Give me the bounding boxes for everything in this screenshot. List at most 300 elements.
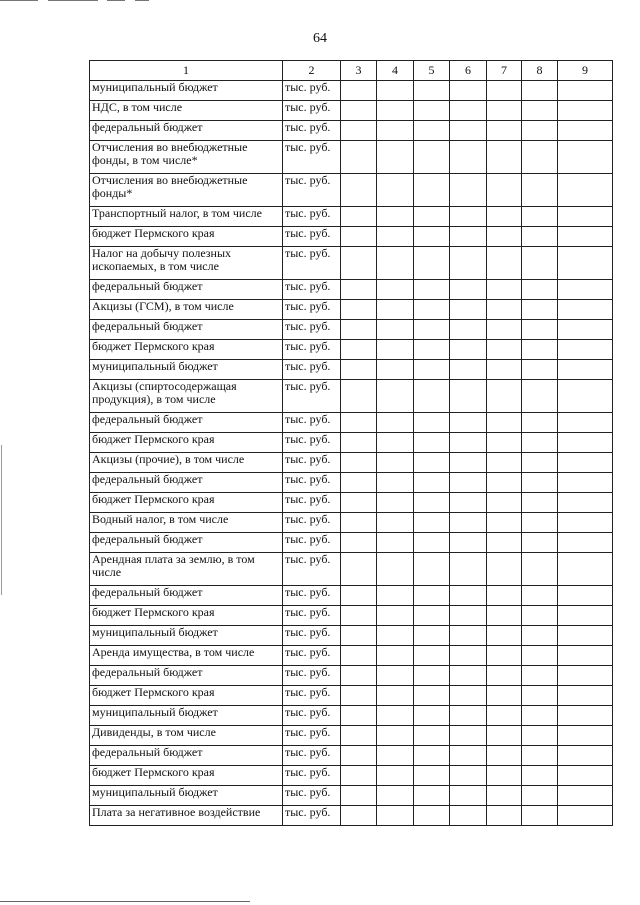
row-label: бюджет Пермского края: [90, 493, 283, 513]
empty-cell: [450, 806, 487, 826]
empty-cell: [341, 746, 377, 766]
empty-cell: [377, 247, 414, 280]
row-label: муниципальный бюджет: [90, 360, 283, 380]
empty-cell: [377, 300, 414, 320]
empty-cell: [487, 666, 522, 686]
column-header: 6: [450, 61, 487, 81]
row-label: муниципальный бюджет: [90, 706, 283, 726]
empty-cell: [522, 706, 558, 726]
empty-cell: [341, 766, 377, 786]
empty-cell: [522, 553, 558, 586]
empty-cell: [450, 786, 487, 806]
empty-cell: [558, 380, 613, 413]
empty-cell: [558, 626, 613, 646]
empty-cell: [414, 746, 450, 766]
empty-cell: [377, 686, 414, 706]
row-label: бюджет Пермского края: [90, 340, 283, 360]
empty-cell: [341, 247, 377, 280]
empty-cell: [487, 81, 522, 101]
row-unit: тыс. руб.: [283, 586, 341, 606]
table-row: [90, 766, 613, 786]
empty-cell: [558, 121, 613, 141]
row-label: федеральный бюджет: [90, 320, 283, 340]
row-unit: тыс. руб.: [283, 121, 341, 141]
empty-cell: [487, 247, 522, 280]
empty-cell: [341, 493, 377, 513]
header-row: [90, 61, 613, 81]
empty-cell: [377, 227, 414, 247]
empty-cell: [522, 320, 558, 340]
empty-cell: [341, 300, 377, 320]
column-header: 8: [522, 61, 558, 81]
empty-cell: [487, 280, 522, 300]
empty-cell: [377, 746, 414, 766]
empty-cell: [414, 766, 450, 786]
row-unit: тыс. руб.: [283, 666, 341, 686]
empty-cell: [450, 646, 487, 666]
empty-cell: [414, 533, 450, 553]
row-unit: тыс. руб.: [283, 786, 341, 806]
empty-cell: [341, 626, 377, 646]
page-number: 64: [313, 31, 327, 46]
empty-cell: [341, 227, 377, 247]
row-unit: тыс. руб.: [283, 686, 341, 706]
empty-cell: [522, 533, 558, 553]
empty-cell: [377, 606, 414, 626]
row-unit: тыс. руб.: [283, 141, 341, 174]
empty-cell: [414, 806, 450, 826]
row-unit: тыс. руб.: [283, 606, 341, 626]
empty-cell: [377, 806, 414, 826]
empty-cell: [522, 726, 558, 746]
row-unit: тыс. руб.: [283, 101, 341, 121]
empty-cell: [487, 493, 522, 513]
empty-cell: [341, 686, 377, 706]
empty-cell: [341, 453, 377, 473]
empty-cell: [487, 726, 522, 746]
table-row: [90, 413, 613, 433]
empty-cell: [450, 101, 487, 121]
row-label: бюджет Пермского края: [90, 606, 283, 626]
empty-cell: [487, 473, 522, 493]
empty-cell: [341, 706, 377, 726]
empty-cell: [450, 513, 487, 533]
empty-cell: [414, 207, 450, 227]
row-unit: тыс. руб.: [283, 280, 341, 300]
row-unit: тыс. руб.: [283, 207, 341, 227]
empty-cell: [558, 413, 613, 433]
table-row: [90, 174, 613, 207]
empty-cell: [487, 806, 522, 826]
empty-cell: [450, 300, 487, 320]
empty-cell: [487, 174, 522, 207]
empty-cell: [341, 533, 377, 553]
empty-cell: [341, 646, 377, 666]
empty-cell: [377, 493, 414, 513]
empty-cell: [558, 666, 613, 686]
row-label: Плата за негативное воздействие: [90, 806, 283, 826]
empty-cell: [341, 380, 377, 413]
empty-cell: [487, 533, 522, 553]
empty-cell: [522, 626, 558, 646]
row-unit: тыс. руб.: [283, 247, 341, 280]
empty-cell: [450, 380, 487, 413]
empty-cell: [487, 606, 522, 626]
table-row: [90, 360, 613, 380]
empty-cell: [377, 626, 414, 646]
row-label: федеральный бюджет: [90, 746, 283, 766]
empty-cell: [558, 433, 613, 453]
empty-cell: [558, 81, 613, 101]
empty-cell: [341, 360, 377, 380]
empty-cell: [377, 141, 414, 174]
row-label: федеральный бюджет: [90, 280, 283, 300]
empty-cell: [414, 340, 450, 360]
table-row: [90, 141, 613, 174]
empty-cell: [450, 340, 487, 360]
empty-cell: [414, 247, 450, 280]
empty-cell: [377, 786, 414, 806]
empty-cell: [522, 247, 558, 280]
empty-cell: [558, 300, 613, 320]
empty-cell: [377, 360, 414, 380]
table-row: [90, 207, 613, 227]
row-unit: тыс. руб.: [283, 453, 341, 473]
empty-cell: [450, 280, 487, 300]
empty-cell: [558, 280, 613, 300]
row-unit: тыс. руб.: [283, 227, 341, 247]
empty-cell: [414, 706, 450, 726]
table-row: [90, 101, 613, 121]
empty-cell: [450, 207, 487, 227]
empty-cell: [487, 513, 522, 533]
table-row: [90, 666, 613, 686]
table-row: [90, 453, 613, 473]
empty-cell: [414, 606, 450, 626]
table-row: [90, 380, 613, 413]
empty-cell: [450, 533, 487, 553]
empty-cell: [414, 174, 450, 207]
row-unit: тыс. руб.: [283, 726, 341, 746]
empty-cell: [414, 473, 450, 493]
empty-cell: [558, 766, 613, 786]
empty-cell: [341, 413, 377, 433]
column-header: 5: [414, 61, 450, 81]
empty-cell: [558, 453, 613, 473]
row-label: Акцизы (прочие), в том числе: [90, 453, 283, 473]
empty-cell: [558, 360, 613, 380]
empty-cell: [487, 413, 522, 433]
empty-cell: [377, 586, 414, 606]
row-label: федеральный бюджет: [90, 413, 283, 433]
empty-cell: [377, 533, 414, 553]
empty-cell: [377, 101, 414, 121]
table-row: [90, 706, 613, 726]
empty-cell: [341, 280, 377, 300]
empty-cell: [450, 586, 487, 606]
empty-cell: [414, 726, 450, 746]
empty-cell: [487, 360, 522, 380]
row-label: федеральный бюджет: [90, 666, 283, 686]
empty-cell: [522, 686, 558, 706]
empty-cell: [522, 227, 558, 247]
empty-cell: [450, 726, 487, 746]
empty-cell: [377, 666, 414, 686]
empty-cell: [414, 786, 450, 806]
table-row: [90, 493, 613, 513]
empty-cell: [487, 433, 522, 453]
empty-cell: [450, 81, 487, 101]
row-unit: тыс. руб.: [283, 433, 341, 453]
empty-cell: [487, 453, 522, 473]
empty-cell: [377, 646, 414, 666]
empty-cell: [522, 207, 558, 227]
empty-cell: [450, 433, 487, 453]
empty-cell: [377, 726, 414, 746]
empty-cell: [414, 493, 450, 513]
empty-cell: [450, 360, 487, 380]
empty-cell: [522, 380, 558, 413]
empty-cell: [450, 413, 487, 433]
empty-cell: [522, 746, 558, 766]
empty-cell: [487, 586, 522, 606]
row-unit: тыс. руб.: [283, 380, 341, 413]
empty-cell: [487, 746, 522, 766]
empty-cell: [487, 766, 522, 786]
empty-cell: [487, 121, 522, 141]
row-label: Отчисления во внебюджетные фонды, в том числе*: [90, 141, 283, 174]
row-label: Транспортный налог, в том числе: [90, 207, 283, 227]
table-row: [90, 433, 613, 453]
empty-cell: [414, 81, 450, 101]
table-row: [90, 686, 613, 706]
empty-cell: [377, 766, 414, 786]
empty-cell: [558, 686, 613, 706]
empty-cell: [450, 141, 487, 174]
empty-cell: [487, 553, 522, 586]
empty-cell: [377, 553, 414, 586]
empty-cell: [558, 141, 613, 174]
row-label: бюджет Пермского края: [90, 227, 283, 247]
row-unit: тыс. руб.: [283, 646, 341, 666]
row-unit: тыс. руб.: [283, 766, 341, 786]
empty-cell: [558, 473, 613, 493]
row-unit: тыс. руб.: [283, 413, 341, 433]
table-row: [90, 746, 613, 766]
empty-cell: [522, 666, 558, 686]
empty-cell: [450, 473, 487, 493]
scan-artifact-left: [1, 445, 2, 595]
row-label: федеральный бюджет: [90, 473, 283, 493]
row-unit: тыс. руб.: [283, 320, 341, 340]
empty-cell: [377, 513, 414, 533]
empty-cell: [341, 553, 377, 586]
table-row: [90, 81, 613, 101]
empty-cell: [558, 553, 613, 586]
empty-cell: [414, 121, 450, 141]
scan-artifact-bottom: [0, 901, 250, 902]
empty-cell: [341, 101, 377, 121]
empty-cell: [377, 174, 414, 207]
empty-cell: [414, 586, 450, 606]
empty-cell: [522, 141, 558, 174]
row-unit: тыс. руб.: [283, 626, 341, 646]
row-unit: тыс. руб.: [283, 513, 341, 533]
empty-cell: [522, 433, 558, 453]
empty-cell: [558, 706, 613, 726]
empty-cell: [450, 606, 487, 626]
empty-cell: [377, 380, 414, 413]
empty-cell: [450, 766, 487, 786]
empty-cell: [377, 280, 414, 300]
empty-cell: [450, 553, 487, 586]
empty-cell: [450, 174, 487, 207]
empty-cell: [377, 81, 414, 101]
empty-cell: [487, 646, 522, 666]
empty-cell: [341, 666, 377, 686]
empty-cell: [450, 227, 487, 247]
empty-cell: [414, 626, 450, 646]
empty-cell: [450, 706, 487, 726]
empty-cell: [377, 340, 414, 360]
empty-cell: [522, 360, 558, 380]
row-unit: тыс. руб.: [283, 493, 341, 513]
empty-cell: [414, 280, 450, 300]
empty-cell: [341, 513, 377, 533]
empty-cell: [558, 174, 613, 207]
empty-cell: [522, 121, 558, 141]
empty-cell: [341, 473, 377, 493]
empty-cell: [558, 207, 613, 227]
empty-cell: [487, 320, 522, 340]
empty-cell: [522, 493, 558, 513]
row-unit: тыс. руб.: [283, 553, 341, 586]
empty-cell: [522, 586, 558, 606]
row-label: Водный налог, в том числе: [90, 513, 283, 533]
row-label: федеральный бюджет: [90, 121, 283, 141]
empty-cell: [341, 174, 377, 207]
empty-cell: [522, 786, 558, 806]
empty-cell: [522, 473, 558, 493]
empty-cell: [414, 686, 450, 706]
empty-cell: [341, 141, 377, 174]
table-row: [90, 300, 613, 320]
table-row: [90, 586, 613, 606]
empty-cell: [558, 606, 613, 626]
empty-cell: [377, 413, 414, 433]
empty-cell: [522, 280, 558, 300]
table-row: [90, 606, 613, 626]
empty-cell: [558, 513, 613, 533]
empty-cell: [558, 247, 613, 280]
empty-cell: [414, 413, 450, 433]
table-row: [90, 646, 613, 666]
column-header: 3: [341, 61, 377, 81]
row-label: бюджет Пермского края: [90, 433, 283, 453]
row-label: муниципальный бюджет: [90, 626, 283, 646]
empty-cell: [558, 320, 613, 340]
row-label: федеральный бюджет: [90, 533, 283, 553]
column-header: 4: [377, 61, 414, 81]
empty-cell: [558, 646, 613, 666]
empty-cell: [341, 81, 377, 101]
empty-cell: [414, 453, 450, 473]
row-label: Налог на добычу полезных ископаемых, в том числе: [90, 247, 283, 280]
empty-cell: [377, 121, 414, 141]
row-unit: тыс. руб.: [283, 746, 341, 766]
table-row: [90, 320, 613, 340]
empty-cell: [414, 666, 450, 686]
table-row: [90, 626, 613, 646]
empty-cell: [522, 453, 558, 473]
empty-cell: [450, 247, 487, 280]
row-unit: тыс. руб.: [283, 81, 341, 101]
empty-cell: [487, 686, 522, 706]
row-label: Отчисления во внебюджетные фонды*: [90, 174, 283, 207]
empty-cell: [522, 174, 558, 207]
empty-cell: [522, 300, 558, 320]
table-row: [90, 280, 613, 300]
empty-cell: [414, 320, 450, 340]
empty-cell: [558, 533, 613, 553]
table-row: [90, 340, 613, 360]
row-label: Акцизы (спиртосодержащая продукция), в том числе: [90, 380, 283, 413]
empty-cell: [377, 473, 414, 493]
empty-cell: [522, 81, 558, 101]
empty-cell: [487, 141, 522, 174]
empty-cell: [377, 706, 414, 726]
empty-cell: [487, 300, 522, 320]
budget-table: [89, 60, 613, 826]
row-label: федеральный бюджет: [90, 586, 283, 606]
empty-cell: [522, 101, 558, 121]
row-label: Аренда имущества, в том числе: [90, 646, 283, 666]
empty-cell: [414, 646, 450, 666]
empty-cell: [377, 433, 414, 453]
empty-cell: [341, 726, 377, 746]
row-label: Арендная плата за землю, в том числе: [90, 553, 283, 586]
empty-cell: [377, 453, 414, 473]
empty-cell: [558, 493, 613, 513]
empty-cell: [487, 786, 522, 806]
column-header: 2: [283, 61, 341, 81]
row-label: Дивиденды, в том числе: [90, 726, 283, 746]
empty-cell: [487, 207, 522, 227]
empty-cell: [522, 513, 558, 533]
empty-cell: [341, 320, 377, 340]
empty-cell: [341, 207, 377, 227]
table-row: [90, 786, 613, 806]
row-unit: тыс. руб.: [283, 806, 341, 826]
empty-cell: [341, 340, 377, 360]
empty-cell: [414, 101, 450, 121]
row-unit: тыс. руб.: [283, 360, 341, 380]
empty-cell: [487, 626, 522, 646]
empty-cell: [414, 360, 450, 380]
empty-cell: [558, 726, 613, 746]
empty-cell: [450, 493, 487, 513]
column-header: 7: [487, 61, 522, 81]
scan-artifact-top: [0, 0, 160, 2]
empty-cell: [450, 121, 487, 141]
row-label: бюджет Пермского края: [90, 686, 283, 706]
empty-cell: [377, 207, 414, 227]
empty-cell: [341, 433, 377, 453]
empty-cell: [414, 433, 450, 453]
empty-cell: [450, 453, 487, 473]
row-unit: тыс. руб.: [283, 533, 341, 553]
empty-cell: [487, 706, 522, 726]
